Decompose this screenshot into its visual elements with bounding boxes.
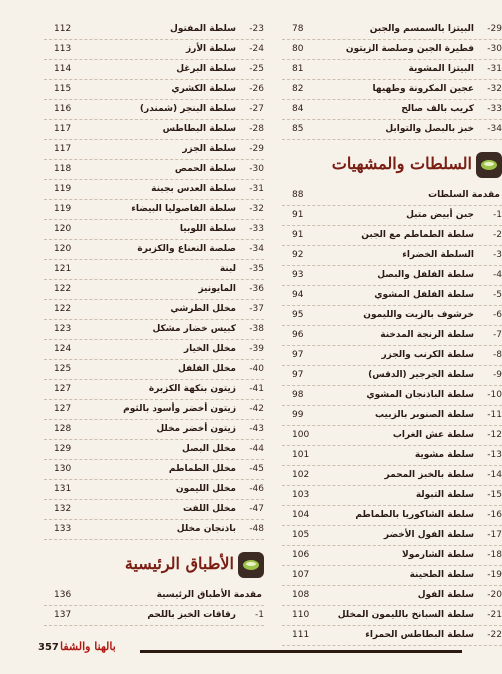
entry-title: سلطة الأرز — [185, 44, 236, 54]
toc-entry — [282, 566, 502, 586]
entry-number: -40 — [249, 364, 264, 374]
entry-title: سلطة الشاكوريا بالطماطم — [355, 510, 474, 520]
entry-number: -21 — [487, 610, 502, 620]
entry-title: باذنجان مخلل — [176, 524, 236, 534]
entry-title: سلطة الجزر — [182, 144, 236, 154]
entry-page-number: 117 — [54, 144, 72, 154]
toc-entry — [282, 286, 502, 306]
entry-number: -1 — [255, 610, 264, 620]
entry-title: مخلل البصل — [182, 444, 236, 454]
entry-number: -25 — [249, 64, 264, 74]
toc-entry — [44, 500, 264, 520]
entry-number: -32 — [487, 84, 502, 94]
entry-number: -1 — [493, 210, 502, 220]
entry-page-number: 98 — [292, 390, 304, 400]
entry-number: -18 — [487, 550, 502, 560]
entry-title: سلطة عش الغراب — [392, 430, 474, 440]
entry-number: -19 — [487, 570, 502, 580]
entry-number: -8 — [493, 350, 502, 360]
entry-number: -2 — [493, 230, 502, 240]
toc-entry — [282, 606, 502, 626]
entry-page-number: 117 — [54, 124, 72, 134]
entry-number: -28 — [249, 124, 264, 134]
entry-number: -36 — [249, 284, 264, 294]
toc-entry — [282, 80, 502, 100]
entry-number: -26 — [249, 84, 264, 94]
entry-number: -39 — [249, 344, 264, 354]
page-number: 357 — [38, 642, 59, 653]
entry-number: -6 — [493, 310, 502, 320]
entry-page-number: 120 — [54, 244, 72, 254]
entry-page-number: 108 — [292, 590, 310, 600]
toc-entry — [44, 80, 264, 100]
entry-page-number: 136 — [54, 590, 72, 600]
entry-title: جبن أبيض متبل — [406, 210, 474, 220]
entry-page-number: 101 — [292, 450, 310, 460]
section-title: الأطباق الرئيسية — [124, 554, 234, 573]
entry-title: سلطة الطحينة — [409, 570, 474, 580]
entry-title: المايونيز — [198, 284, 236, 294]
toc-entry — [282, 586, 502, 606]
entry-number: -11 — [487, 410, 502, 420]
toc-entry — [282, 246, 502, 266]
entry-title: لبنة — [219, 264, 236, 274]
entry-number: -35 — [249, 264, 264, 274]
entry-page-number: 102 — [292, 470, 310, 480]
entry-number: -30 — [249, 164, 264, 174]
toc-entry — [44, 460, 264, 480]
toc-entry — [44, 100, 264, 120]
entry-title: سلطة المفتول — [170, 24, 236, 34]
entry-number: -47 — [249, 504, 264, 514]
entry-page-number: 92 — [292, 250, 304, 260]
entry-number: -29 — [487, 24, 502, 34]
toc-entry — [282, 366, 502, 386]
entry-title: كبيس خضار مشكل — [152, 324, 236, 334]
entry-number: -42 — [249, 404, 264, 414]
entry-page-number: 137 — [54, 610, 72, 620]
entry-page-number: 125 — [54, 364, 72, 374]
toc-entry — [282, 100, 502, 120]
entry-number: -34 — [487, 124, 502, 134]
entry-page-number: 104 — [292, 510, 310, 520]
entry-page-number: 113 — [54, 44, 72, 54]
entry-page-number: 130 — [54, 464, 72, 474]
toc-entry — [44, 140, 264, 160]
entry-page-number: 124 — [54, 344, 72, 354]
entry-title: سلطة اللوبيا — [179, 224, 236, 234]
entry-page-number: 121 — [54, 264, 72, 274]
entry-number: -31 — [249, 184, 264, 194]
entry-title: مخلل الليمون — [175, 484, 236, 494]
toc-entry — [282, 226, 502, 246]
toc-entry — [44, 260, 264, 280]
entry-title: سلطة البطاطس الحمراء — [365, 630, 474, 640]
toc-entry — [282, 386, 502, 406]
entry-number: -27 — [249, 104, 264, 114]
entry-title: السلطة الخضراء — [402, 250, 474, 260]
entry-title: زيتون بنكهة الكزبرة — [148, 384, 236, 394]
entry-title: سلطة الحمص — [174, 164, 236, 174]
section-heading — [282, 150, 502, 180]
entry-title: سلطة الكرنب والجزر — [381, 350, 474, 360]
toc-entry — [44, 240, 264, 260]
brand-logo-text: بالهنا والشفا — [60, 640, 116, 653]
toc-entry — [282, 426, 502, 446]
entry-page-number: 91 — [292, 230, 304, 240]
toc-entry — [282, 466, 502, 486]
entry-page-number: 97 — [292, 350, 304, 360]
footer-rule — [140, 650, 462, 653]
toc-entry — [282, 486, 502, 506]
entry-number: -33 — [487, 104, 502, 114]
entry-page-number: 85 — [292, 124, 304, 134]
entry-title: فطيرة الجبن وصلصة الزيتون — [345, 44, 474, 54]
toc-entry — [282, 346, 502, 366]
entry-title: مقدمة الأطباق الرئيسية — [156, 590, 262, 600]
entry-page-number: 129 — [54, 444, 72, 454]
entry-number: -23 — [249, 24, 264, 34]
toc-entry — [282, 186, 502, 206]
section-title: السلطات والمشهيات — [331, 154, 472, 173]
entry-page-number: 118 — [54, 164, 72, 174]
toc-entry — [282, 546, 502, 566]
entry-page-number: 119 — [54, 204, 72, 214]
entry-title: سلطة الفلفل المشوي — [374, 290, 474, 300]
entry-page-number: 82 — [292, 84, 304, 94]
toc-entry — [44, 220, 264, 240]
entry-page-number: 111 — [292, 630, 310, 640]
toc-entry — [44, 520, 264, 540]
entry-page-number: 88 — [292, 190, 304, 200]
entry-title: سلطة الصنوبر بالزبيب — [375, 410, 474, 420]
entry-number: -46 — [249, 484, 264, 494]
entry-title: خبز بالبصل والتوابل — [385, 124, 474, 134]
toc-entry — [44, 120, 264, 140]
entry-title: سلطة الباذنجان المشوي — [366, 390, 474, 400]
entry-title: مقدمة السلطات — [428, 190, 500, 200]
entry-page-number: 100 — [292, 430, 310, 440]
entry-page-number: 131 — [54, 484, 72, 494]
entry-page-number: 120 — [54, 224, 72, 234]
entry-title: سلطة الطماطم مع الجبن — [361, 230, 474, 240]
entry-page-number: 95 — [292, 310, 304, 320]
entry-title: سلطة الشارمولا — [402, 550, 474, 560]
entry-page-number: 97 — [292, 370, 304, 380]
entry-number: -5 — [493, 290, 502, 300]
toc-entry — [44, 300, 264, 320]
entry-title: مخلل الخيار — [183, 344, 236, 354]
entry-page-number: 132 — [54, 504, 72, 514]
entry-page-number: 84 — [292, 104, 304, 114]
toc-entry — [44, 160, 264, 180]
toc-entry — [44, 420, 264, 440]
section-heading — [44, 550, 264, 580]
toc-entry — [282, 306, 502, 326]
entry-number: -34 — [249, 244, 264, 254]
toc-entry — [282, 206, 502, 226]
salad-bowl-icon — [476, 152, 502, 178]
entry-title: سلطة الفول الأخضر — [383, 530, 474, 540]
dish-icon — [238, 552, 264, 578]
entry-title: سلطة الفاصوليا البيضاء — [131, 204, 236, 214]
toc-entry — [282, 20, 502, 40]
entry-number: -4 — [493, 270, 502, 280]
toc-entry — [282, 526, 502, 546]
entry-page-number: 99 — [292, 410, 304, 420]
entry-page-number: 93 — [292, 270, 304, 280]
entry-number: -17 — [487, 530, 502, 540]
entry-number: -20 — [487, 590, 502, 600]
entry-page-number: 112 — [54, 24, 72, 34]
entry-number: -7 — [493, 330, 502, 340]
entry-page-number: 107 — [292, 570, 310, 580]
entry-page-number: 80 — [292, 44, 304, 54]
entry-number: -10 — [487, 390, 502, 400]
entry-title: عجين المكرونة وطهيها — [372, 84, 474, 94]
toc-entry — [44, 606, 264, 626]
left-column — [44, 20, 264, 626]
toc-entry — [44, 280, 264, 300]
entry-number: -31 — [487, 64, 502, 74]
toc-entry — [44, 40, 264, 60]
entry-title: البيتزا بالسمسم والجبن — [369, 24, 474, 34]
entry-number: -3 — [493, 250, 502, 260]
entry-page-number: 94 — [292, 290, 304, 300]
toc-entry — [44, 200, 264, 220]
entry-title: سلطة بالخبز المحمر — [384, 470, 474, 480]
page-footer — [0, 640, 500, 660]
entry-title: سلطة مشوية — [414, 450, 474, 460]
entry-page-number: 122 — [54, 304, 72, 314]
entry-page-number: 116 — [54, 104, 72, 114]
toc-entry — [44, 480, 264, 500]
entry-page-number: 122 — [54, 284, 72, 294]
toc-entry — [44, 20, 264, 40]
entry-number: -43 — [249, 424, 264, 434]
toc-entry — [282, 120, 502, 140]
entry-page-number: 110 — [292, 610, 310, 620]
entry-title: مخلل الطرشي — [170, 304, 236, 314]
entry-page-number: 115 — [54, 84, 72, 94]
entry-number: -44 — [249, 444, 264, 454]
entry-title: صلصة النعناع والكزبرة — [137, 244, 236, 254]
entry-title: سلطة الرنجة المدخنة — [380, 330, 474, 340]
right-column — [282, 20, 502, 646]
entry-title: مخلل اللفت — [182, 504, 236, 514]
entry-page-number: 127 — [54, 384, 72, 394]
entry-page-number: 106 — [292, 550, 310, 560]
entry-page-number: 127 — [54, 404, 72, 414]
entry-title: زيتون أخضر مخلل — [156, 424, 236, 434]
entry-title: مخلل الطماطم — [168, 464, 236, 474]
entry-title: سلطة الفلفل والبصل — [377, 270, 474, 280]
toc-entry — [282, 446, 502, 466]
toc-entry — [44, 360, 264, 380]
entry-title: خرشوف بالزيت والليمون — [363, 310, 474, 320]
entry-page-number: 78 — [292, 24, 304, 34]
entry-title: سلطة الفول — [417, 590, 474, 600]
entry-number: -12 — [487, 430, 502, 440]
entry-title: سلطة الجرجير (الدقس) — [368, 370, 474, 380]
entry-page-number: 96 — [292, 330, 304, 340]
entry-page-number: 103 — [292, 490, 310, 500]
toc-entry — [282, 506, 502, 526]
entry-page-number: 123 — [54, 324, 72, 334]
entry-number: -33 — [249, 224, 264, 234]
entry-title: سلطة البرغل — [176, 64, 236, 74]
toc-entry — [282, 406, 502, 426]
toc-entry — [44, 60, 264, 80]
entry-number: -16 — [487, 510, 502, 520]
toc-entry — [282, 60, 502, 80]
entry-page-number: 81 — [292, 64, 304, 74]
entry-page-number: 114 — [54, 64, 72, 74]
toc-entry — [44, 440, 264, 460]
entry-title: سلطة السبانخ بالليمون المخلل — [337, 610, 474, 620]
entry-title: كريب بالف صالح — [401, 104, 474, 114]
toc-entry — [282, 266, 502, 286]
entry-title: رقاقات الخبز باللحم — [147, 610, 236, 620]
entry-title: مخلل الفلفل — [177, 364, 236, 374]
entry-number: -22 — [487, 630, 502, 640]
entry-number: -14 — [487, 470, 502, 480]
entry-number: -41 — [249, 384, 264, 394]
entry-number: -38 — [249, 324, 264, 334]
entry-title: سلطة البطاطس — [162, 124, 236, 134]
entry-title: سلطة البنجر (شمندر) — [139, 104, 236, 114]
toc-entry — [44, 400, 264, 420]
entry-title: زيتون أخضر وأسود بالثوم — [123, 404, 236, 414]
entry-title: سلطة الكشري — [171, 84, 236, 94]
toc-entry — [44, 180, 264, 200]
entry-page-number: 119 — [54, 184, 72, 194]
toc-entry — [44, 340, 264, 360]
entry-page-number: 128 — [54, 424, 72, 434]
toc-entry — [44, 320, 264, 340]
entry-page-number: 105 — [292, 530, 310, 540]
entry-title: البيتزا المشوية — [408, 64, 474, 74]
entry-number: -9 — [493, 370, 502, 380]
entry-number: -37 — [249, 304, 264, 314]
entry-title: سلطة التبولة — [415, 490, 474, 500]
entry-number: -32 — [249, 204, 264, 214]
entry-title: سلطة العدس بجبنة — [151, 184, 236, 194]
entry-number: -24 — [249, 44, 264, 54]
toc-entry — [44, 586, 264, 606]
entry-number: -45 — [249, 464, 264, 474]
entry-number: -48 — [249, 524, 264, 534]
toc-entry — [282, 40, 502, 60]
entry-number: -13 — [487, 450, 502, 460]
entry-page-number: 133 — [54, 524, 72, 534]
entry-number: -29 — [249, 144, 264, 154]
toc-entry — [44, 380, 264, 400]
entry-number: -30 — [487, 44, 502, 54]
toc-entry — [282, 326, 502, 346]
entry-number: -15 — [487, 490, 502, 500]
entry-page-number: 91 — [292, 210, 304, 220]
